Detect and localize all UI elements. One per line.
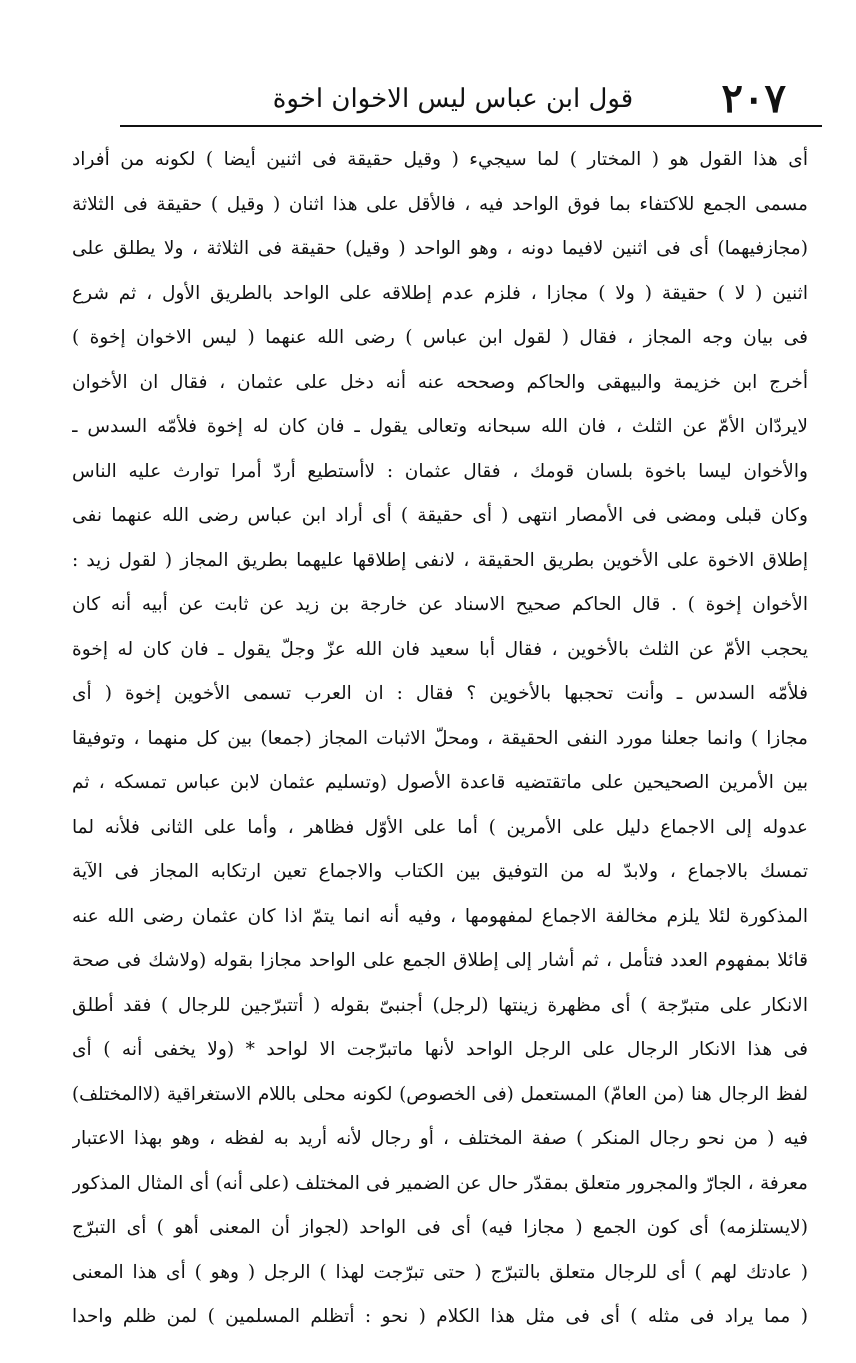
text-line: إطلاق الاخوة على الأخوين بطريق الحقيقة ، لانفى إطلاقها عليهما بطريق المجاز ( لقول زيد : xyxy=(72,549,808,571)
text-line: فلأمّه السدس ـ وأنت تحجبها بالأخوين ؟ فقال : ان العرب تسمى الأخوين إخوة ( أى xyxy=(72,683,808,704)
text-line: والأخوان ليسا باخوة بلسان قومك ، فقال عثمان : لاأستطيع أردّ أمرا توارث عليه الناس xyxy=(72,460,808,482)
text-line: المذكورة لئلا يلزم مخالفة الاجماع لمفهومها ، وفيه أنه انما يتمّ اذا كان عثمان رضى الله عنه xyxy=(72,905,808,927)
text-line: فى بيان وجه المجاز ، فقال ( لقول ابن عباس ) رضى الله عنهما ( ليس الاخوان إخوة ) xyxy=(72,327,808,348)
text-line: مجازا ) وانما جعلنا مورد النفى الحقيقة ، ومحلّ الاثبات المجاز (جمعا) بين كل منهما ، وتوفيقا xyxy=(72,727,808,749)
text-line: ( عادتك لهم ) أى للرجال متعلق بالتبرّج ( حتى تبرّجت لهذا ) الرجل ( وهو ) أى هذا المعنى xyxy=(72,1261,808,1283)
text-line: يحجب الأمّ عن الثلث بالأخوين ، فقال أبا سعيد فان الله عزّ وجلّ يقول ـ فان كان له إخوة xyxy=(72,638,808,660)
text-line: (مجازفيهما) أى فى اثنين لافيما دونه ، وهو الواحد ( وقيل) حقيقة فى الثلاثة ، ولا يطلق على xyxy=(72,238,808,259)
text-line: معرفة ، الجارّ والمجرور متعلق بمقدّر حال عن الضمير فى المختلف (على أنه) أى المثال المذكور xyxy=(72,1172,808,1194)
text-line: اثنين ( لا ) حقيقة ( ولا ) مجازا ، فلزم عدم إطلاقه على الواحد بالطريق الأول ، ثم شرع xyxy=(72,282,808,304)
text-line: مسمى الجمع للاكتفاء بما فوق الواحد فيه ، فالأقل على هذا اثنان ( وقيل ) حقيقة فى الثلاثة xyxy=(72,193,808,215)
header-rule xyxy=(120,125,822,127)
text-line: وكان قبلى ومضى فى الأمصار انتهى ( أى حقيقة ) أى أراد ابن عباس رضى الله عنهما نفى xyxy=(72,505,808,526)
body-text xyxy=(72,138,808,1340)
text-line: فى هذا الانكار الرجال على الرجل الواحد لأنها ماتبرّجت الا لواحد * (ولا يخفى أنه ) أى xyxy=(72,1039,808,1060)
text-line: قائلا بمفهوم العدد فتأمل ، ثم أشار إلى إطلاق الجمع على الواحد مجازا بقوله (ولاشك فى صحة xyxy=(72,950,808,971)
page-header xyxy=(120,75,786,122)
text-line: (لايستلزمه) أى كون الجمع ( مجازا فيه) أى فى الواحد (لجواز أن المعنى أهو ) أى التبرّج xyxy=(72,1217,808,1238)
page-number: ٢٠٧ xyxy=(721,75,786,122)
text-line: فيه ( من نحو رجال المنكر ) صفة المختلف ، أو رجال لأنه أريد به لفظه ، وهو بهذا الاعتبار xyxy=(72,1128,808,1149)
text-line: أخرج ابن خزيمة والبيهقى والحاكم وصححه عنه أنه دخل على عثمان ، فقال ان الأخوان xyxy=(72,371,808,393)
text-line: لفظ الرجال هنا (من العامّ) المستعمل (فى الخصوص) لكونه محلى باللام الاستغراقية (لاالمختلف) xyxy=(72,1083,808,1105)
text-line: الانكار على متبرّجة ) أى مظهرة زينتها (لرجل) أجنبىّ بقوله ( أتتبرّجين للرجال ) فقد أطلق xyxy=(72,994,808,1016)
text-line: الأخوان إخوة ) . قال الحاكم صحيح الاسناد عن خارجة بن زيد عن ثابت عن أبيه أنه كان xyxy=(72,594,808,615)
text-line: تمسك بالاجماع ، ولابدّ له من التوفيق بين الكتاب والاجماع تعين ارتكابه المجاز فى الآية xyxy=(72,861,808,882)
running-title: قول ابن عباس ليس الاخوان اخوة xyxy=(272,84,634,114)
text-line: عدوله إلى الاجماع دليل على الأمرين ) أما على الأوّل فظاهر ، وأما على الثانى فلأنه لما xyxy=(72,816,808,838)
text-line: لايردّان الأمّ عن الثلث ، فان الله سبحانه وتعالى يقول ـ فان كان له إخوة فلأمّه السدس ـ xyxy=(72,416,808,437)
text-line: بين الأمرين الصحيحين على ماتقتضيه قاعدة الأصول (وتسليم عثمان لابن عباس تمسكه ، ثم xyxy=(72,772,808,793)
text-line: أى هذا القول هو ( المختار ) لما سيجيء ( وقيل حقيقة فى اثنين أيضا ) لكونه من أفراد xyxy=(72,149,808,170)
text-line: ( مما يراد فى مثله ) أى فى مثل هذا الكلام ( نحو : أتظلم المسلمين ) لمن ظلم واحدا xyxy=(72,1306,808,1327)
